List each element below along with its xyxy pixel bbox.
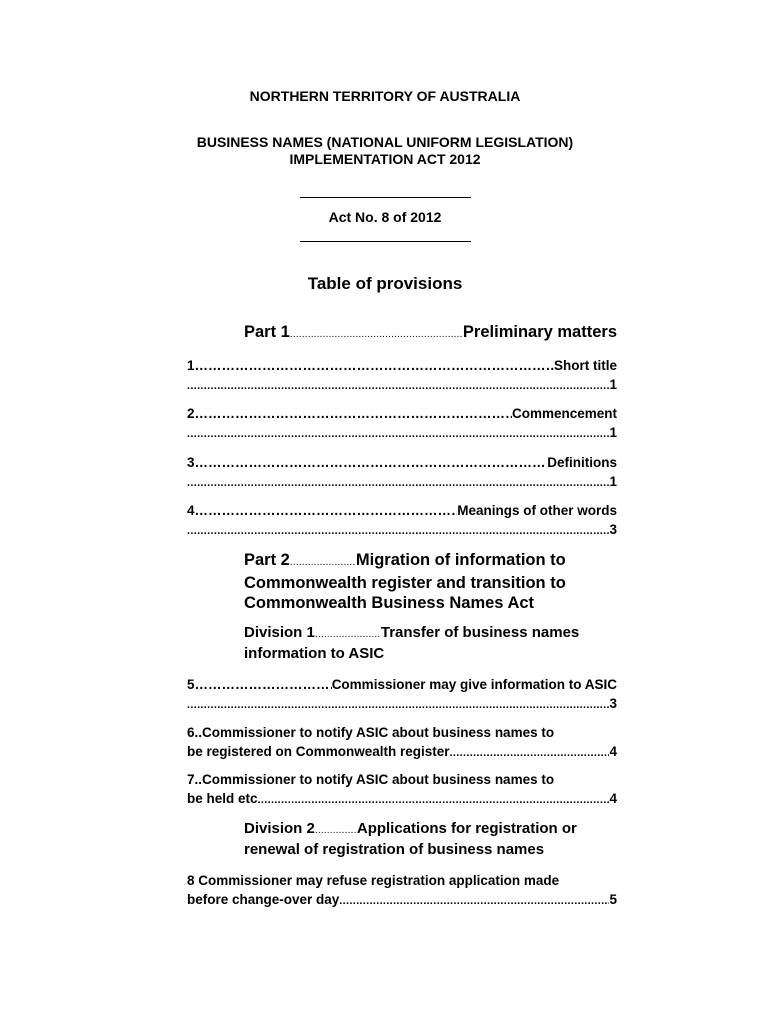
toc-title: Table of provisions [307, 274, 463, 293]
section-title: be held etc [187, 791, 258, 806]
act-number: Act No. 8 of 2012 [328, 209, 442, 225]
page-number: 1 [609, 474, 617, 489]
page-number: 3 [609, 522, 617, 537]
leader-dots [187, 425, 609, 444]
leader-dots [315, 625, 381, 644]
toc-entry[interactable] [187, 770, 617, 810]
leader-dots [450, 744, 610, 763]
section-number: 4 [187, 503, 195, 518]
toc-entry[interactable] [187, 404, 617, 444]
leader-dots [195, 501, 458, 520]
page-number: 3 [609, 696, 617, 711]
toc-entry[interactable] [187, 871, 617, 911]
division-2-heading [244, 819, 624, 859]
leader-dots [290, 553, 356, 573]
toc-entry[interactable] [187, 675, 617, 715]
part-label: Part 2 [244, 551, 290, 569]
section-number: 3 [187, 455, 195, 470]
part-title: Commonwealth Business Names Act [244, 594, 535, 612]
page-number: 1 [609, 425, 617, 440]
section-title: Meanings of other words [457, 503, 617, 518]
leader-dots [195, 453, 548, 472]
page-number: 4 [609, 791, 617, 806]
section-title: Commencement [511, 406, 617, 421]
section-title: Short title [554, 358, 617, 373]
section-title: Commissioner may give information to ASIC [331, 677, 617, 692]
page-number: 5 [609, 892, 617, 907]
leader-dots [187, 377, 609, 396]
leader-dots [258, 791, 610, 810]
division-title: renewal of registration of business names [244, 841, 545, 858]
section-title: Commissioner to notify ASIC about business names to [202, 725, 555, 740]
part-label: Part 1 [244, 323, 290, 341]
division-1-heading [244, 623, 624, 663]
section-number: 6 [187, 725, 195, 740]
section-number: 2 [187, 406, 195, 421]
separator-dots: .. [194, 772, 203, 787]
division-title: Applications for registration or [356, 820, 577, 837]
leader-dots [187, 522, 609, 541]
leader-dots [187, 696, 609, 715]
section-number: 5 [187, 677, 195, 692]
page-number: 4 [609, 744, 617, 759]
division-label: Division 2 [244, 820, 315, 837]
leader-dots [315, 821, 357, 840]
leader-dots [195, 404, 512, 423]
division-label: Division 1 [244, 624, 315, 641]
leader-dots [195, 356, 554, 375]
division-title: Transfer of business names [380, 624, 580, 641]
section-number: 7 [187, 772, 195, 787]
toc-entry[interactable] [187, 501, 617, 541]
section-number: 8 [187, 873, 195, 888]
part-1-heading [244, 322, 617, 345]
section-title: be registered on Commonwealth register [187, 744, 450, 759]
top-divider [300, 197, 471, 198]
part-2-heading [244, 550, 624, 613]
toc-entry[interactable] [187, 356, 617, 396]
part-title: Commonwealth register and transition to [244, 574, 566, 592]
leader-dots [290, 325, 463, 345]
leader-dots [195, 675, 332, 694]
section-title: before change-over day [187, 892, 340, 907]
section-title: Commissioner to notify ASIC about business names to [202, 772, 555, 787]
part-title: Preliminary matters [462, 323, 617, 341]
section-title: Definitions [547, 455, 617, 470]
act-title-line2: IMPLEMENTATION ACT 2012 [289, 151, 481, 167]
leader-dots [339, 892, 609, 911]
section-number: 1 [187, 358, 195, 373]
division-title: information to ASIC [244, 645, 385, 662]
toc-entry[interactable] [187, 453, 617, 493]
bottom-divider [300, 241, 471, 242]
leader-dots [187, 474, 609, 493]
jurisdiction-heading: NORTHERN TERRITORY OF AUSTRALIA [249, 88, 521, 104]
act-title-line1: BUSINESS NAMES (NATIONAL UNIFORM LEGISLATION) [196, 134, 574, 150]
separator-dots: .. [194, 725, 203, 740]
section-title: Commissioner may refuse registration application made [198, 873, 560, 888]
part-title: Migration of information to [355, 551, 566, 569]
toc-entry[interactable] [187, 723, 617, 763]
page-number: 1 [609, 377, 617, 392]
